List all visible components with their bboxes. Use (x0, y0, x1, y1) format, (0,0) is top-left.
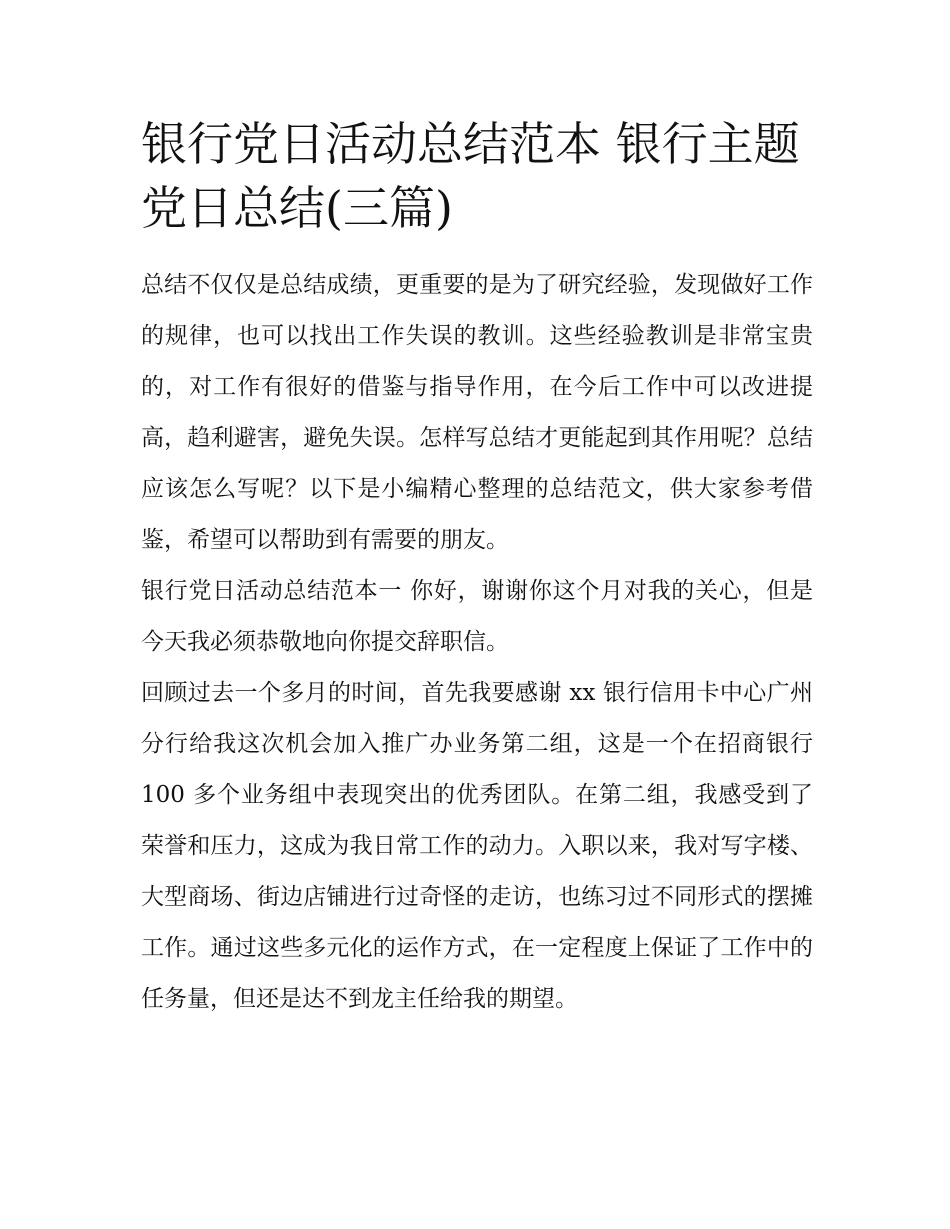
paragraph-review: 回顾过去一个多月的时间，首先我要感谢 xx 银行信用卡中心广州分行给我这次机会加入推广办业务第二组，这是一个在招商银行 100 多个业务组中表现突出的优秀团队。在第二组，我感受到了荣誉和压力，这成为我日常工作的动力。入职以来，我对写字楼、大型商场、街边店铺进行过奇怪的走访，也练习过不同形式的摆摊工作。通过这些多元化的运作方式，在一定程度上保证了工作中的任务量，但还是达不到龙主任给我的期望。 (141, 680, 813, 1012)
document-title: 银行党日活动总结范本 银行主题党日总结(三篇) (141, 117, 800, 235)
paragraph-greeting: 银行党日活动总结范本一 你好，谢谢你这个月对我的关心，但是今天我必须恭敬地向你提交辞职信。 (141, 578, 813, 655)
paragraph-intro: 总结不仅仅是总结成绩，更重要的是为了研究经验，发现做好工作的规律，也可以找出工作失误的教训。这些经验教训是非常宝贵的，对工作有很好的借鉴与指导作用，在今后工作中可以改进提高，趋利避害，避免失误。怎样写总结才更能起到其作用呢？总结应该怎么写呢？以下是小编精心整理的总结范文，供大家参考借鉴，希望可以帮助到有需要的朋友。 (141, 272, 813, 553)
document-body (141, 112, 813, 1025)
